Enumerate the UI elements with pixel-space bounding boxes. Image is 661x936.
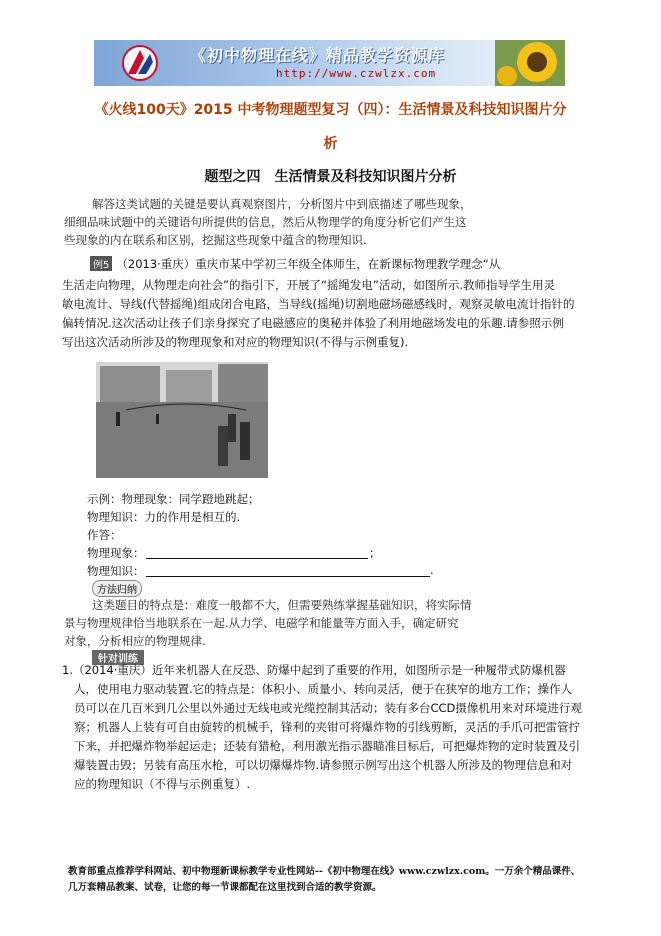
example-line-5: 写出这次活动所涉及的物理现象和对应的物理知识(不得与示例重复). bbox=[62, 335, 409, 349]
example-line-3: 敏电流计、导线(代替摇绳)组成闭合电路，当导线(摇绳)切割地磁场磁感线时，观察灵敏电流计指针的 bbox=[62, 297, 575, 311]
phenomenon-label: 物理现象： bbox=[87, 546, 145, 560]
site-banner bbox=[94, 40, 565, 86]
phenomenon-end: ； bbox=[369, 546, 381, 560]
section-subtitle: 题型之四 生活情景及科技知识图片分析 bbox=[204, 169, 457, 185]
method-line-1: 这类题目的特点是：难度一般都不大，但需要熟练掌握基础知识，将实际情 bbox=[92, 598, 472, 612]
example-line-1: 例5 （2013·重庆）重庆市某中学初三年级全体师生，在新课标物理教学理念“从 bbox=[90, 256, 500, 272]
training-badge: 针对训练 bbox=[92, 647, 144, 666]
example-line-4: 偏转情况.这次活动让孩子们亲身探究了电磁感应的奥秘并体验了利用地磁场发电的乐趣.请参照示例 bbox=[62, 316, 564, 330]
knowledge-end: . bbox=[430, 563, 434, 577]
intro-line-2: 细细品味试题中的关键语句所提供的信息，然后从物理学的角度分析它们产生这 bbox=[64, 215, 467, 229]
rope-generation-photo bbox=[96, 362, 268, 478]
training-line-6: 爆装置击毁；另装有高压水枪，可以切爆爆炸物.请参照示例写出这个机器人所涉及的物理信息和对 bbox=[74, 758, 573, 772]
sample-knowledge: 物理知识：力的作用是相互的. bbox=[87, 510, 241, 524]
training-line-1: 1.（2014·重庆）近年来机器人在反恐、防爆中起到了重要的作用，如图所示是一种履带式防爆机器 bbox=[62, 663, 566, 677]
footer-line-2: 几万套精品教案、试卷，让您的每一节课都配在这里找到合适的教学资源。 bbox=[68, 882, 382, 893]
intro-line-1: 解答这类试题的关键是要认真观察图片，分析图片中到底描述了哪些现象， bbox=[92, 197, 472, 211]
training-line-5: 下来，并把爆炸物举起运走；还装有猎枪，利用激光指示器瞄准目标后，可把爆炸物的定时装置及引 bbox=[74, 739, 580, 753]
intro-line-3: 些现象的内在联系和区别，挖掘这些现象中蕴含的物理知识. bbox=[64, 233, 367, 247]
site-logo-icon bbox=[120, 44, 160, 82]
knowledge-label: 物理知识： bbox=[87, 564, 145, 578]
knowledge-answer-blank[interactable] bbox=[146, 576, 430, 577]
page-title-line-2: 析 bbox=[323, 136, 338, 152]
banner-site-name: 《初中物理在线》精品教学资源库 bbox=[190, 46, 446, 65]
sample-phenomenon: 示例：物理现象：同学蹬地跳起； bbox=[87, 492, 260, 506]
example-line-2: 生活走向物理，从物理走向社会”的指引下，开展了“摇绳发电”活动，如图所示.教师指导学生用灵 bbox=[62, 278, 556, 292]
sunflower-icon bbox=[495, 40, 565, 86]
method-badge: 方法归纳 bbox=[92, 578, 142, 597]
training-line-2: 人，使用电力驱动装置.它的特点是：体积小、质量小、转向灵活，便于在狭窄的地方工作；操作人 bbox=[74, 682, 573, 696]
banner-url: http://www.czwlzx.com bbox=[276, 67, 437, 80]
training-line-3: 员可以在几百米到几公里以外通过无线电或光缆控制其活动；装有多台CCD摄像机用来对环境进行观 bbox=[74, 701, 582, 715]
training-line-4: 察；机器人上装有可自由旋转的机械手，锋利的夹钳可将爆炸物的引线剪断，灵活的手爪可把雷管拧 bbox=[74, 720, 580, 734]
method-line-2: 景与物理规律恰当地联系在一起.从力学、电磁学和能量等方面入手，确定研究 bbox=[64, 616, 459, 630]
phenomenon-answer-blank[interactable] bbox=[146, 558, 368, 559]
footer-line-1: 教育部重点推荐学科网站、初中物理新课标教学专业性网站--《初中物理在线》www.czwlzx.com。一万余个精品课件、 bbox=[68, 866, 581, 877]
answer-label: 作答： bbox=[87, 528, 122, 542]
method-line-3: 对象，分析相应的物理规律. bbox=[64, 634, 206, 648]
page-title-line-1: 《火线100天》2015 中考物理题型复习（四）：生活情景及科技知识图片分 bbox=[94, 102, 567, 118]
example-tag: 例5 bbox=[90, 256, 112, 271]
training-line-7: 应的物理知识（不得与示例重复）. bbox=[74, 777, 251, 791]
